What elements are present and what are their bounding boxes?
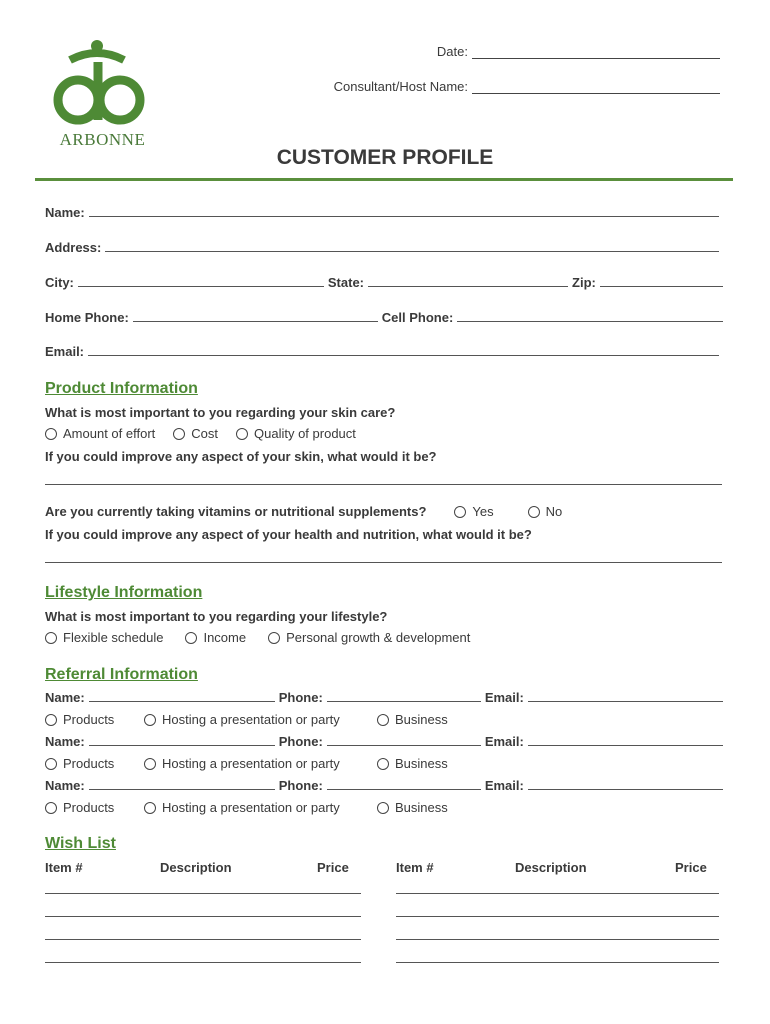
radio-icon[interactable] (45, 714, 57, 726)
name-row[interactable] (45, 205, 723, 220)
date-label: Date: (436, 44, 468, 59)
wishlist-col-price-left: Price (317, 860, 349, 875)
wishlist-line[interactable] (45, 893, 361, 894)
option-business[interactable]: Business (377, 800, 448, 815)
email-line[interactable] (88, 355, 719, 356)
radio-icon[interactable] (377, 758, 389, 770)
radio-icon[interactable] (236, 428, 248, 440)
cell-phone-line[interactable] (457, 321, 723, 322)
lifestyle-heading: Lifestyle Information (45, 584, 203, 601)
name-label: Name: (45, 205, 85, 220)
vitamins-row (45, 504, 562, 519)
referral-row-3[interactable] (45, 778, 723, 793)
wishlist-line[interactable] (396, 939, 719, 940)
state-label: State: (327, 275, 365, 290)
referral-name-label: Name: (45, 734, 85, 749)
cell-phone-label: Cell Phone: (381, 310, 454, 325)
skin-care-options (45, 426, 356, 441)
zip-line[interactable] (600, 286, 723, 287)
referral-name-label: Name: (45, 690, 85, 705)
wishlist-line[interactable] (45, 962, 361, 963)
referral-name-line[interactable] (89, 745, 275, 746)
skin-care-question: What is most important to you regarding your skin care? (45, 405, 396, 420)
option-business[interactable]: Business (377, 756, 448, 771)
referral-name-label: Name: (45, 778, 85, 793)
radio-icon[interactable] (45, 428, 57, 440)
referral-name-line[interactable] (89, 701, 275, 702)
wishlist-col-item-left: Item # (45, 860, 83, 875)
date-field[interactable] (437, 44, 720, 59)
wishlist-line[interactable] (396, 916, 719, 917)
name-line[interactable] (89, 216, 719, 217)
radio-icon[interactable] (377, 714, 389, 726)
brand-name: ARBONNE (59, 130, 146, 149)
email-row[interactable] (45, 344, 723, 359)
option-flexible[interactable]: Flexible schedule (45, 630, 163, 645)
referral-row-1[interactable] (45, 690, 723, 705)
health-improve-question: If you could improve any aspect of your health and nutrition, what would it be? (45, 527, 532, 542)
option-effort[interactable]: Amount of effort (45, 426, 155, 441)
radio-icon[interactable] (45, 632, 57, 644)
option-quality[interactable]: Quality of product (236, 426, 356, 441)
radio-icon[interactable] (173, 428, 185, 440)
option-products[interactable]: Products (45, 756, 144, 771)
skin-improve-question: If you could improve any aspect of your skin, what would it be? (45, 449, 437, 464)
option-growth[interactable]: Personal growth & development (268, 630, 470, 645)
referral-options-1 (45, 712, 448, 727)
referral-email-label: Email: (484, 690, 524, 705)
referral-phone-line[interactable] (327, 701, 481, 702)
home-phone-label: Home Phone: (45, 310, 129, 325)
radio-icon[interactable] (144, 758, 156, 770)
radio-icon[interactable] (377, 802, 389, 814)
city-label: City: (45, 275, 74, 290)
address-row[interactable] (45, 240, 723, 255)
radio-icon[interactable] (268, 632, 280, 644)
wishlist-line[interactable] (45, 916, 361, 917)
option-products[interactable]: Products (45, 800, 144, 815)
referral-phone-label: Phone: (278, 734, 323, 749)
header-rule (35, 178, 733, 181)
referral-options-2 (45, 756, 448, 771)
city-row[interactable] (45, 275, 723, 290)
referral-email-line[interactable] (528, 789, 723, 790)
address-label: Address: (45, 240, 102, 255)
radio-icon[interactable] (185, 632, 197, 644)
option-products[interactable]: Products (45, 712, 144, 727)
option-hosting[interactable]: Hosting a presentation or party (144, 800, 377, 815)
referral-name-line[interactable] (89, 789, 275, 790)
skin-improve-line[interactable] (45, 484, 722, 485)
city-line[interactable] (78, 286, 324, 287)
product-heading: Product Information (45, 380, 198, 397)
referral-heading: Referral Information (45, 666, 198, 683)
consultant-line[interactable] (472, 79, 720, 94)
email-label: Email: (45, 344, 85, 359)
referral-phone-line[interactable] (327, 745, 481, 746)
consultant-field[interactable] (334, 79, 720, 94)
referral-email-line[interactable] (528, 701, 723, 702)
consultant-label: Consultant/Host Name: (333, 79, 468, 94)
wishlist-line[interactable] (396, 962, 719, 963)
home-phone-line[interactable] (133, 321, 378, 322)
radio-icon[interactable] (45, 802, 57, 814)
option-cost[interactable]: Cost (173, 426, 218, 441)
wishlist-col-item-right: Item # (396, 860, 434, 875)
option-income[interactable]: Income (185, 630, 246, 645)
option-hosting[interactable]: Hosting a presentation or party (144, 756, 377, 771)
referral-email-label: Email: (484, 778, 524, 793)
option-yes[interactable]: Yes (454, 504, 493, 519)
wishlist-heading: Wish List (45, 835, 116, 852)
wishlist-col-desc-left: Description (160, 860, 232, 875)
referral-email-label: Email: (484, 734, 524, 749)
state-line[interactable] (368, 286, 568, 287)
radio-icon[interactable] (144, 802, 156, 814)
lifestyle-question: What is most important to you regarding your lifestyle? (45, 609, 388, 624)
referral-email-line[interactable] (528, 745, 723, 746)
wishlist-col-price-right: Price (675, 860, 707, 875)
radio-icon[interactable] (144, 714, 156, 726)
referral-options-3 (45, 800, 448, 815)
option-no[interactable]: No (528, 504, 563, 519)
health-improve-line[interactable] (45, 562, 722, 563)
referral-phone-label: Phone: (278, 778, 323, 793)
radio-icon[interactable] (528, 506, 540, 518)
wishlist-line[interactable] (396, 893, 719, 894)
lifestyle-options (45, 630, 470, 645)
phone-row[interactable] (45, 310, 723, 325)
referral-row-2[interactable] (45, 734, 723, 749)
wishlist-line[interactable] (45, 939, 361, 940)
referral-phone-label: Phone: (278, 690, 323, 705)
date-line[interactable] (472, 44, 720, 59)
radio-icon[interactable] (454, 506, 466, 518)
wishlist-col-desc-right: Description (515, 860, 587, 875)
address-line[interactable] (105, 251, 719, 252)
zip-label: Zip: (572, 275, 596, 290)
radio-icon[interactable] (45, 758, 57, 770)
option-business[interactable]: Business (377, 712, 448, 727)
vitamins-question: Are you currently taking vitamins or nutritional supplements? (45, 504, 427, 519)
referral-phone-line[interactable] (327, 789, 481, 790)
page-title: CUSTOMER PROFILE (276, 146, 494, 169)
option-hosting[interactable]: Hosting a presentation or party (144, 712, 377, 727)
